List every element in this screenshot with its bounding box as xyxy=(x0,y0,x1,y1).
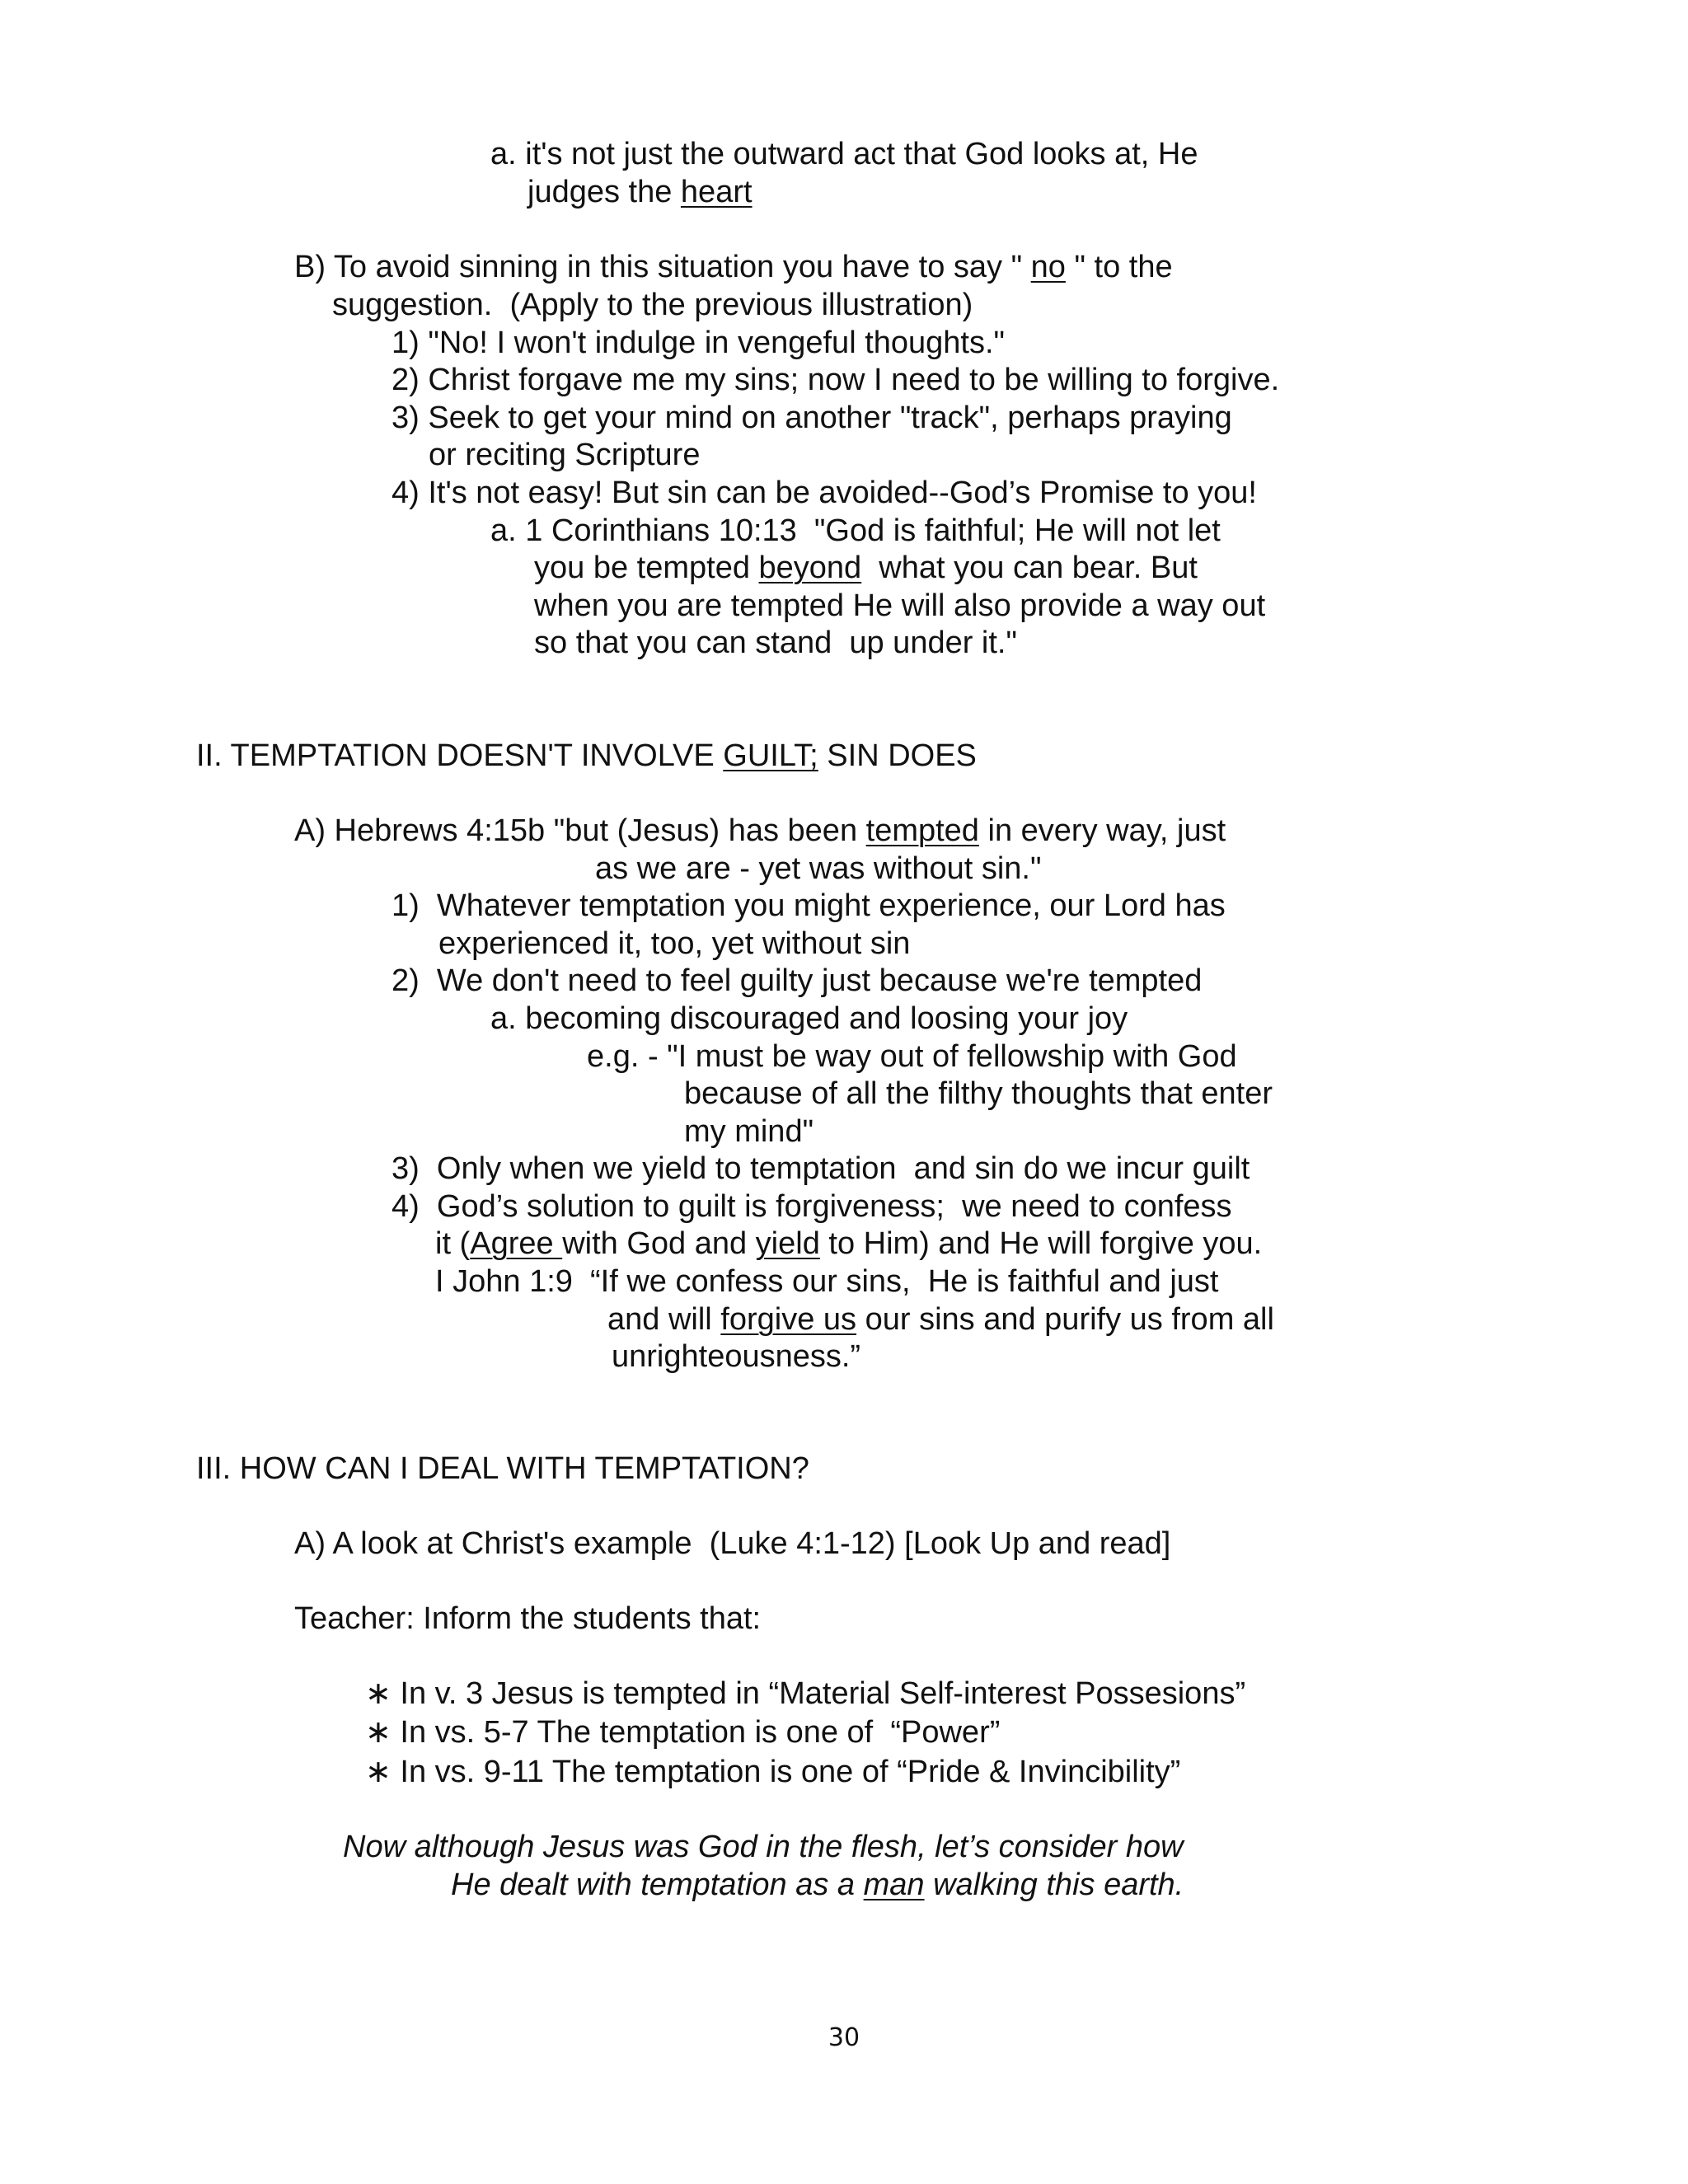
list-item: 4) It's not easy! But sin can be avoided--God’s Promise to you! xyxy=(392,476,1257,510)
text-line: because of all the filthy thoughts that enter xyxy=(684,1076,1273,1111)
text-line: A) A look at Christ's example (Luke 4:1-12) [Look Up and read] xyxy=(294,1526,1171,1561)
underlined-word: beyond xyxy=(758,551,862,585)
text-line: unrighteousness.” xyxy=(612,1339,861,1374)
underlined-word: yield xyxy=(755,1226,820,1261)
section-iii-heading: III. HOW CAN I DEAL WITH TEMPTATION? xyxy=(196,1451,809,1486)
list-item: 1) "No! I won't indulge in vengeful thoughts." xyxy=(392,326,1006,360)
text-line: my mind" xyxy=(684,1114,814,1149)
text-line: or reciting Scripture xyxy=(429,438,701,472)
italic-note: He dealt with temptation as a man walking this earth. xyxy=(451,1868,1184,1902)
text-line: experienced it, too, yet without sin xyxy=(438,926,911,961)
section-ii-heading: II. TEMPTATION DOESN'T INVOLVE GUILT; SIN DOES xyxy=(196,738,977,773)
underlined-word: man xyxy=(863,1868,925,1902)
bullet-item: ∗ In vs. 9-11 The temptation is one of “Pride & Invincibility” xyxy=(365,1755,1181,1789)
underlined-word: tempted xyxy=(865,813,979,848)
list-item: 4) God’s solution to guilt is forgiveness; we need to confess xyxy=(392,1189,1232,1224)
text-line: a. becoming discouraged and loosing your joy xyxy=(490,1001,1128,1036)
underlined-word: GUILT; xyxy=(723,738,818,773)
list-item: 3) Only when we yield to temptation and sin do we incur guilt xyxy=(392,1151,1250,1186)
text-line: a. it's not just the outward act that God looks at, He xyxy=(490,137,1198,171)
text-line: A) Hebrews 4:15b "but (Jesus) has been tempted in every way, just xyxy=(294,813,1226,848)
italic-note: Now although Jesus was God in the flesh, let’s consider how xyxy=(343,1830,1184,1864)
text-line: so that you can stand up under it." xyxy=(534,626,1017,660)
text-line: judges the heart xyxy=(528,175,753,209)
list-item: 3) Seek to get your mind on another "track", perhaps praying xyxy=(392,401,1232,435)
bullet-item: ∗ In v. 3 Jesus is tempted in “Material Self-interest Possesions” xyxy=(365,1676,1246,1711)
underlined-word: Agree xyxy=(470,1226,563,1261)
list-item: 1) Whatever temptation you might experience, our Lord has xyxy=(392,888,1226,923)
section-b-heading: B) To avoid sinning in this situation you have to say " no " to the xyxy=(294,250,1173,284)
text-line: suggestion. (Apply to the previous illustration) xyxy=(332,288,973,322)
text-line: it (Agree with God and yield to Him) and He will forgive you. xyxy=(435,1226,1263,1261)
list-item: 2) Christ forgave me my sins; now I need to be willing to forgive. xyxy=(392,363,1280,397)
text-line: as we are - yet was without sin." xyxy=(595,851,1042,886)
underlined-word: no xyxy=(1030,250,1066,284)
text-line: you be tempted beyond what you can bear. But xyxy=(534,551,1198,585)
list-item: 2) We don't need to feel guilty just because we're tempted xyxy=(392,963,1203,998)
text-line: e.g. - "I must be way out of fellowship with God xyxy=(587,1039,1237,1074)
text-line: when you are tempted He will also provide a way out xyxy=(534,588,1266,623)
text-line: and will forgive us our sins and purify us from all xyxy=(607,1302,1274,1337)
underlined-word: forgive us xyxy=(720,1302,857,1337)
bullet-item: ∗ In vs. 5-7 The temptation is one of “Power” xyxy=(365,1715,1001,1750)
page-number: 30 xyxy=(828,2023,860,2052)
text-line: I John 1:9 “If we confess our sins, He is faithful and just xyxy=(435,1264,1219,1299)
text-line: a. 1 Corinthians 10:13 "God is faithful; He will not let xyxy=(490,513,1221,548)
text-line: Teacher: Inform the students that: xyxy=(294,1601,762,1636)
underlined-word: heart xyxy=(680,175,753,209)
